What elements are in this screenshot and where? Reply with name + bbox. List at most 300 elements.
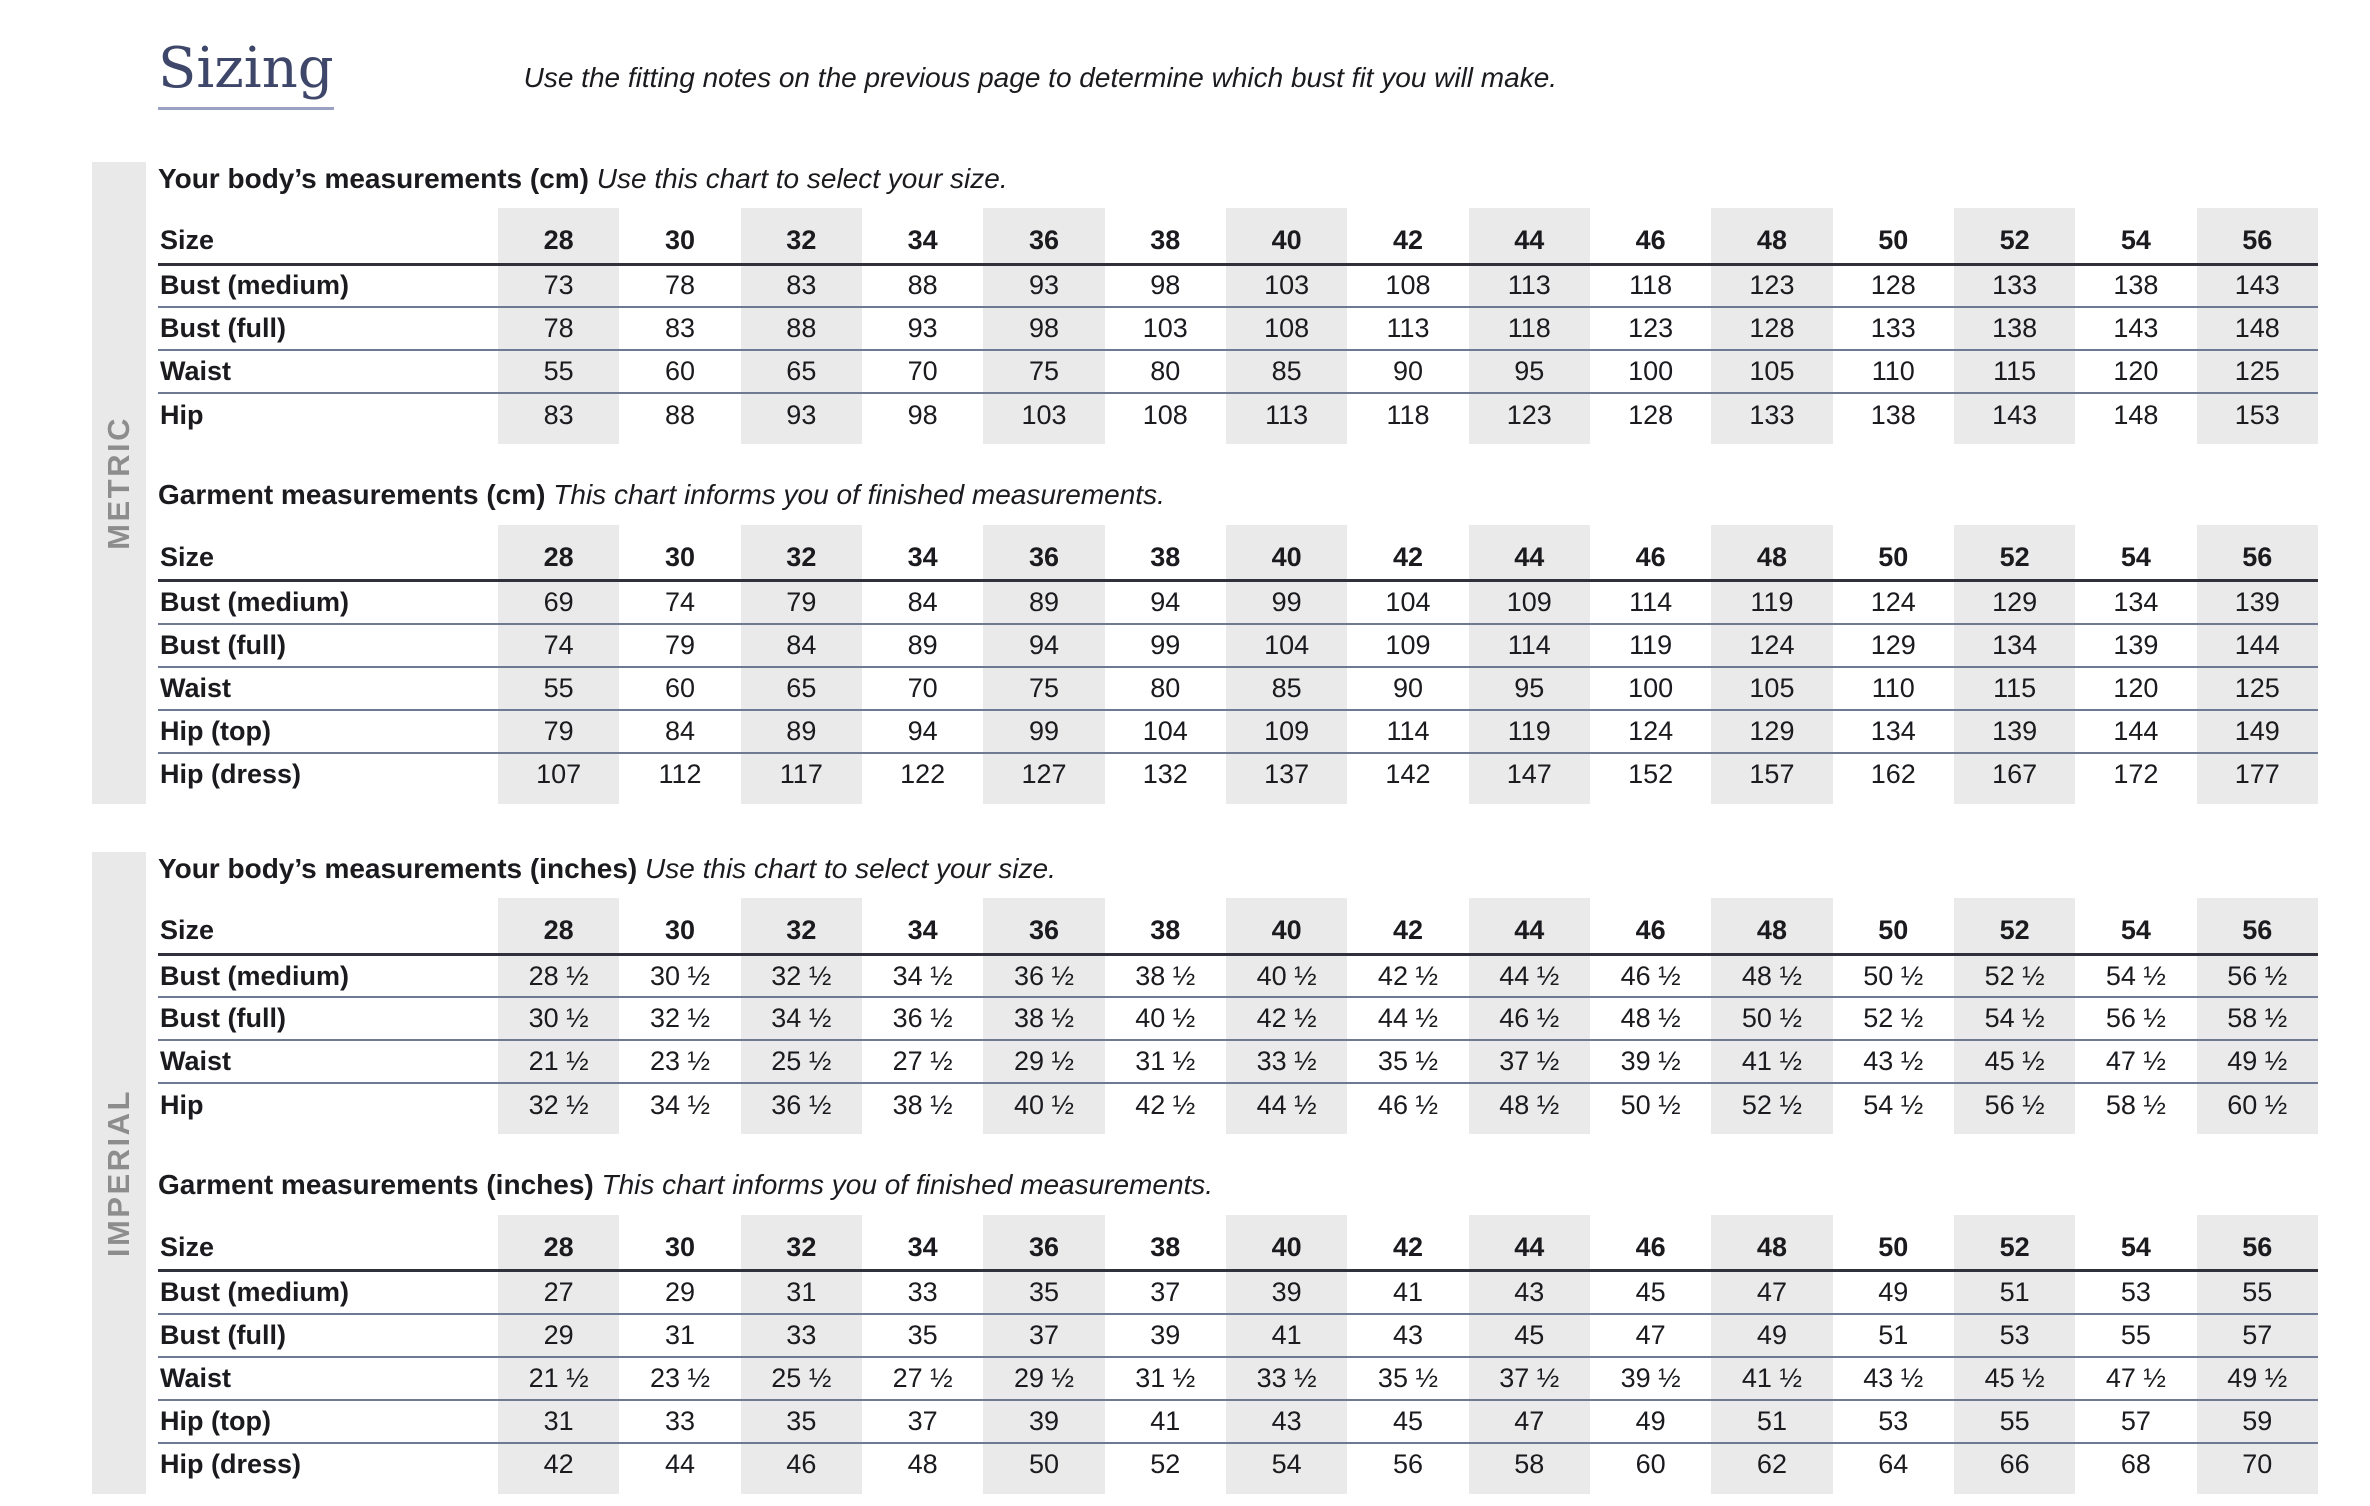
value-cell: 133 xyxy=(1992,270,2038,301)
value-cell: 33 ½ xyxy=(1226,1357,1347,1400)
size-header: 30 xyxy=(619,1215,740,1271)
value-cell: 23 ½ xyxy=(619,1040,740,1083)
value-cell: 50 ½ xyxy=(1711,997,1832,1040)
value-cell: 27 ½ xyxy=(862,1040,983,1083)
size-header: 38 xyxy=(1105,898,1226,954)
size-header: 52 xyxy=(1954,1215,2075,1271)
table-row xyxy=(158,1314,2318,1357)
value-cell: 118 xyxy=(1347,393,1468,444)
value-cell: 120 xyxy=(2075,667,2196,710)
value-cell: 27 xyxy=(543,1277,574,1308)
value-cell: 123 xyxy=(1590,307,1711,350)
value-cell: 74 xyxy=(498,624,619,667)
table-heading-note: Use this chart to select your size. xyxy=(596,162,1008,194)
size-header: 48 xyxy=(1711,898,1832,954)
value-cell: 134 xyxy=(1833,710,1954,753)
value-cell: 104 xyxy=(1226,624,1347,667)
value-cell: 52 ½ xyxy=(1833,997,1954,1040)
value-cell: 90 xyxy=(1347,667,1468,710)
value-cell: 35 xyxy=(741,1400,862,1443)
table-heading xyxy=(158,852,2318,886)
value-cell: 109 xyxy=(1226,710,1347,753)
row-label: Hip xyxy=(158,1083,498,1134)
value-cell: 89 xyxy=(1028,587,1059,618)
size-header: 34 xyxy=(862,208,983,264)
size-header: 30 xyxy=(619,525,740,581)
size-header: 54 xyxy=(2075,1215,2196,1271)
value-cell: 28 ½ xyxy=(528,960,589,991)
size-header: 40 xyxy=(1226,1215,1347,1271)
value-cell: 119 xyxy=(1469,710,1590,753)
value-cell: 83 xyxy=(786,270,817,301)
value-cell: 41 ½ xyxy=(1711,1040,1832,1083)
row-label: Bust (full) xyxy=(158,624,498,667)
value-cell: 45 xyxy=(1469,1314,1590,1357)
side-label: METRIC xyxy=(101,415,136,550)
size-header-row xyxy=(158,525,2318,581)
row-label: Bust (full) xyxy=(158,997,498,1040)
size-header: 38 xyxy=(1105,1215,1226,1271)
row-label: Bust (medium) xyxy=(160,587,349,618)
value-cell: 95 xyxy=(1469,667,1590,710)
value-cell: 34 ½ xyxy=(619,1083,740,1134)
value-cell: 143 xyxy=(1954,393,2075,444)
value-cell: 21 ½ xyxy=(498,1357,619,1400)
value-cell: 51 xyxy=(1833,1314,1954,1357)
value-cell: 99 xyxy=(1105,624,1226,667)
value-cell: 55 xyxy=(498,350,619,393)
value-cell: 83 xyxy=(498,393,619,444)
value-cell: 35 ½ xyxy=(1347,1357,1468,1400)
value-cell: 42 ½ xyxy=(1105,1083,1226,1134)
size-header: 28 xyxy=(498,1215,619,1271)
section-content xyxy=(146,162,2318,804)
value-cell: 47 ½ xyxy=(2075,1040,2196,1083)
value-cell: 109 xyxy=(1506,587,1552,618)
value-cell: 104 xyxy=(1105,710,1226,753)
value-cell: 33 xyxy=(619,1400,740,1443)
size-header: 42 xyxy=(1347,525,1468,581)
value-cell: 55 xyxy=(1954,1400,2075,1443)
row-label: Hip (dress) xyxy=(158,1443,498,1494)
size-header: 46 xyxy=(1590,898,1711,954)
value-cell: 43 ½ xyxy=(1833,1040,1954,1083)
value-cell: 100 xyxy=(1590,667,1711,710)
value-cell: 62 xyxy=(1711,1443,1832,1494)
table-heading-note: This chart informs you of finished measurements. xyxy=(553,479,1165,511)
size-header: 38 xyxy=(1105,525,1226,581)
row-label: Hip (top) xyxy=(158,1400,498,1443)
value-cell: 139 xyxy=(2075,624,2196,667)
value-cell: 39 xyxy=(1105,1314,1226,1357)
table-heading-text: Garment measurements (cm) xyxy=(158,479,546,511)
table-row xyxy=(158,1400,2318,1443)
size-header: 50 xyxy=(1833,898,1954,954)
row-label: Waist xyxy=(158,1357,498,1400)
value-cell: 31 xyxy=(498,1400,619,1443)
value-cell: 25 ½ xyxy=(741,1040,862,1083)
value-cell: 43 ½ xyxy=(1833,1357,1954,1400)
size-header: 44 xyxy=(1469,1215,1590,1271)
value-cell: 143 xyxy=(2075,307,2196,350)
value-cell: 59 xyxy=(2197,1400,2318,1443)
value-cell: 138 xyxy=(1954,307,2075,350)
size-header: 50 xyxy=(1833,525,1954,581)
value-cell: 30 ½ xyxy=(649,960,711,991)
size-header: 46 xyxy=(1590,525,1711,581)
row-label: Bust (medium) xyxy=(160,1277,349,1308)
size-header: 46 xyxy=(1590,1215,1711,1271)
value-cell: 107 xyxy=(498,753,619,804)
value-cell: 47 xyxy=(1590,1314,1711,1357)
table-heading-text: Garment measurements (inches) xyxy=(158,1169,594,1201)
value-cell: 69 xyxy=(543,587,574,618)
value-cell: 88 xyxy=(741,307,862,350)
value-cell: 148 xyxy=(2075,393,2196,444)
value-cell: 105 xyxy=(1711,350,1832,393)
value-cell: 129 xyxy=(1711,710,1832,753)
value-cell: 114 xyxy=(1469,624,1590,667)
table-heading xyxy=(158,478,2318,512)
value-cell: 38 ½ xyxy=(983,997,1104,1040)
value-cell: 46 ½ xyxy=(1347,1083,1468,1134)
value-cell: 49 xyxy=(1711,1314,1832,1357)
value-cell: 94 xyxy=(1150,587,1181,618)
value-cell: 42 xyxy=(498,1443,619,1494)
value-cell: 56 ½ xyxy=(2075,997,2196,1040)
value-cell: 123 xyxy=(1749,270,1795,301)
value-cell: 129 xyxy=(1992,587,2038,618)
value-cell: 98 xyxy=(1150,270,1181,301)
value-cell: 152 xyxy=(1590,753,1711,804)
size-header: 32 xyxy=(741,898,862,954)
size-header: 36 xyxy=(983,1215,1104,1271)
value-cell: 48 xyxy=(862,1443,983,1494)
value-cell: 109 xyxy=(1347,624,1468,667)
size-header: 46 xyxy=(1590,208,1711,264)
value-cell: 50 ½ xyxy=(1863,960,1924,991)
table-heading xyxy=(158,1168,2318,1202)
value-cell: 34 ½ xyxy=(892,960,953,991)
value-cell: 95 xyxy=(1469,350,1590,393)
value-cell: 90 xyxy=(1347,350,1468,393)
row-label: Bust (full) xyxy=(158,1314,498,1357)
value-cell: 46 ½ xyxy=(1469,997,1590,1040)
table-row xyxy=(158,307,2318,350)
value-cell: 139 xyxy=(1954,710,2075,753)
value-cell: 48 ½ xyxy=(1590,997,1711,1040)
size-column-header: Size xyxy=(158,208,498,264)
size-header: 48 xyxy=(1711,1215,1832,1271)
value-cell: 85 xyxy=(1226,667,1347,710)
value-cell: 38 ½ xyxy=(862,1083,983,1134)
value-cell: 115 xyxy=(1954,350,2075,393)
value-cell: 157 xyxy=(1711,753,1832,804)
size-header: 36 xyxy=(983,898,1104,954)
size-header: 40 xyxy=(1226,525,1347,581)
value-cell: 47 xyxy=(1756,1277,1787,1308)
value-cell: 53 xyxy=(1954,1314,2075,1357)
table-row xyxy=(158,393,2318,444)
table-heading-text: Your body’s measurements (inches) xyxy=(158,852,638,884)
size-header: 42 xyxy=(1347,208,1468,264)
value-cell: 98 xyxy=(983,307,1104,350)
value-cell: 94 xyxy=(862,710,983,753)
value-cell: 29 xyxy=(498,1314,619,1357)
value-cell: 79 xyxy=(498,710,619,753)
value-cell: 148 xyxy=(2197,307,2318,350)
page-title: Sizing xyxy=(158,38,334,110)
value-cell: 167 xyxy=(1954,753,2075,804)
value-cell: 66 xyxy=(1954,1443,2075,1494)
value-cell: 40 ½ xyxy=(1256,960,1317,991)
value-cell: 93 xyxy=(862,307,983,350)
value-cell: 48 ½ xyxy=(1469,1083,1590,1134)
value-cell: 23 ½ xyxy=(619,1357,740,1400)
value-cell: 129 xyxy=(1833,624,1954,667)
value-cell: 36 ½ xyxy=(862,997,983,1040)
value-cell: 138 xyxy=(2113,270,2159,301)
value-cell: 31 ½ xyxy=(1105,1040,1226,1083)
value-cell: 45 xyxy=(1347,1400,1468,1443)
size-header: 32 xyxy=(741,1215,862,1271)
table-wrap xyxy=(158,525,2318,804)
value-cell: 123 xyxy=(1469,393,1590,444)
value-cell: 37 xyxy=(983,1314,1104,1357)
value-cell: 134 xyxy=(1954,624,2075,667)
measurement-table xyxy=(158,525,2318,804)
value-cell: 115 xyxy=(1954,667,2075,710)
value-cell: 60 xyxy=(619,667,740,710)
size-header: 48 xyxy=(1711,208,1832,264)
value-cell: 56 ½ xyxy=(1954,1083,2075,1134)
size-header: 30 xyxy=(619,208,740,264)
value-cell: 104 xyxy=(1385,587,1431,618)
value-cell: 46 xyxy=(741,1443,862,1494)
value-cell: 43 xyxy=(1347,1314,1468,1357)
table-wrap xyxy=(158,1215,2318,1494)
table-row xyxy=(158,997,2318,1040)
value-cell: 103 xyxy=(1264,270,1310,301)
value-cell: 128 xyxy=(1870,270,1916,301)
value-cell: 117 xyxy=(741,753,862,804)
size-header: 54 xyxy=(2075,898,2196,954)
size-header: 56 xyxy=(2197,525,2318,581)
value-cell: 53 xyxy=(1833,1400,1954,1443)
value-cell: 41 ½ xyxy=(1711,1357,1832,1400)
value-cell: 80 xyxy=(1105,350,1226,393)
value-cell: 41 xyxy=(1392,1277,1423,1308)
size-header: 44 xyxy=(1469,898,1590,954)
value-cell: 70 xyxy=(862,350,983,393)
value-cell: 124 xyxy=(1711,624,1832,667)
value-cell: 35 xyxy=(862,1314,983,1357)
value-cell: 54 ½ xyxy=(2105,960,2166,991)
value-cell: 40 ½ xyxy=(1105,997,1226,1040)
table-row xyxy=(158,624,2318,667)
value-cell: 33 ½ xyxy=(1226,1040,1347,1083)
value-cell: 110 xyxy=(1833,667,1954,710)
row-label: Hip (top) xyxy=(158,710,498,753)
value-cell: 34 ½ xyxy=(741,997,862,1040)
value-cell: 74 xyxy=(664,587,696,618)
value-cell: 144 xyxy=(2197,624,2318,667)
value-cell: 27 ½ xyxy=(862,1357,983,1400)
value-cell: 33 xyxy=(907,1277,938,1308)
value-cell: 84 xyxy=(741,624,862,667)
size-header: 56 xyxy=(2197,898,2318,954)
value-cell: 29 ½ xyxy=(983,1357,1104,1400)
value-cell: 93 xyxy=(1028,270,1059,301)
value-cell: 172 xyxy=(2075,753,2196,804)
section-content xyxy=(146,852,2318,1494)
value-cell: 78 xyxy=(498,307,619,350)
value-cell: 105 xyxy=(1711,667,1832,710)
size-header: 28 xyxy=(498,525,619,581)
value-cell: 33 xyxy=(741,1314,862,1357)
value-cell: 35 xyxy=(1028,1277,1059,1308)
value-cell: 39 ½ xyxy=(1590,1040,1711,1083)
row-label: Hip xyxy=(158,393,498,444)
side-label: IMPERIAL xyxy=(101,1088,136,1257)
value-cell: 35 ½ xyxy=(1347,1040,1468,1083)
value-cell: 43 xyxy=(1514,1277,1545,1308)
table-row xyxy=(158,1083,2318,1134)
value-cell: 37 xyxy=(862,1400,983,1443)
value-cell: 52 xyxy=(1105,1443,1226,1494)
table-row xyxy=(158,1357,2318,1400)
table-row xyxy=(158,710,2318,753)
value-cell: 32 ½ xyxy=(619,997,740,1040)
value-cell: 113 xyxy=(1507,270,1551,301)
value-cell: 80 xyxy=(1105,667,1226,710)
measurement-table xyxy=(158,1215,2318,1494)
value-cell: 49 xyxy=(1590,1400,1711,1443)
value-cell: 29 xyxy=(664,1277,696,1308)
table-heading-note: Use this chart to select your size. xyxy=(645,852,1056,884)
table-row xyxy=(158,753,2318,804)
table-row xyxy=(158,1443,2318,1494)
value-cell: 55 xyxy=(2242,1277,2273,1308)
side-label-bar xyxy=(92,162,146,804)
value-cell: 42 ½ xyxy=(1226,997,1347,1040)
size-column-header: Size xyxy=(158,898,498,954)
table-row xyxy=(158,1271,2318,1314)
value-cell: 57 xyxy=(2075,1400,2196,1443)
value-cell: 142 xyxy=(1347,753,1468,804)
value-cell: 48 ½ xyxy=(1741,960,1802,991)
value-cell: 64 xyxy=(1833,1443,1954,1494)
value-cell: 134 xyxy=(2113,587,2159,618)
value-cell: 85 xyxy=(1226,350,1347,393)
size-header: 52 xyxy=(1954,898,2075,954)
value-cell: 108 xyxy=(1226,307,1347,350)
size-header: 32 xyxy=(741,525,862,581)
value-cell: 128 xyxy=(1711,307,1832,350)
value-cell: 52 ½ xyxy=(1711,1083,1832,1134)
size-header-row xyxy=(158,1215,2318,1271)
value-cell: 55 xyxy=(498,667,619,710)
value-cell: 39 xyxy=(1271,1277,1302,1308)
value-cell: 120 xyxy=(2075,350,2196,393)
row-label: Bust (medium) xyxy=(160,270,349,301)
value-cell: 29 ½ xyxy=(983,1040,1104,1083)
value-cell: 75 xyxy=(983,667,1104,710)
value-cell: 114 xyxy=(1347,710,1468,753)
value-cell: 58 xyxy=(1469,1443,1590,1494)
size-header: 56 xyxy=(2197,1215,2318,1271)
value-cell: 88 xyxy=(619,393,740,444)
size-header: 36 xyxy=(983,525,1104,581)
size-header: 38 xyxy=(1105,208,1226,264)
size-header: 42 xyxy=(1347,1215,1468,1271)
value-cell: 177 xyxy=(2197,753,2318,804)
value-cell: 113 xyxy=(1226,393,1347,444)
value-cell: 83 xyxy=(619,307,740,350)
value-cell: 128 xyxy=(1590,393,1711,444)
value-cell: 39 ½ xyxy=(1590,1357,1711,1400)
size-header: 28 xyxy=(498,208,619,264)
table-row xyxy=(158,264,2318,307)
value-cell: 21 ½ xyxy=(498,1040,619,1083)
value-cell: 51 xyxy=(1999,1277,2030,1308)
value-cell: 30 ½ xyxy=(498,997,619,1040)
value-cell: 114 xyxy=(1629,587,1673,618)
size-header: 28 xyxy=(498,898,619,954)
table-row xyxy=(158,350,2318,393)
size-header: 34 xyxy=(862,525,983,581)
section-metric xyxy=(92,162,2318,804)
value-cell: 57 xyxy=(2197,1314,2318,1357)
value-cell: 149 xyxy=(2197,710,2318,753)
value-cell: 99 xyxy=(1271,587,1302,618)
value-cell: 100 xyxy=(1590,350,1711,393)
value-cell: 133 xyxy=(1833,307,1954,350)
value-cell: 25 ½ xyxy=(741,1357,862,1400)
value-cell: 45 ½ xyxy=(1954,1357,2075,1400)
value-cell: 84 xyxy=(619,710,740,753)
size-header: 36 xyxy=(983,208,1104,264)
value-cell: 44 ½ xyxy=(1347,997,1468,1040)
value-cell: 47 xyxy=(1469,1400,1590,1443)
size-header: 40 xyxy=(1226,898,1347,954)
value-cell: 42 ½ xyxy=(1377,960,1438,991)
row-label: Bust (full) xyxy=(158,307,498,350)
value-cell: 133 xyxy=(1711,393,1832,444)
value-cell: 125 xyxy=(2197,667,2318,710)
value-cell: 118 xyxy=(1469,307,1590,350)
value-cell: 119 xyxy=(1590,624,1711,667)
row-label: Hip (dress) xyxy=(158,753,498,804)
size-header: 44 xyxy=(1469,525,1590,581)
value-cell: 39 xyxy=(983,1400,1104,1443)
size-header: 30 xyxy=(619,898,740,954)
table-heading-text: Your body’s measurements (cm) xyxy=(158,162,590,194)
value-cell: 132 xyxy=(1105,753,1226,804)
value-cell: 108 xyxy=(1105,393,1226,444)
value-cell: 70 xyxy=(862,667,983,710)
page-subtitle: Use the fitting notes on the previous page to determine which bust fit you will make. xyxy=(523,62,1558,93)
value-cell: 51 xyxy=(1711,1400,1832,1443)
value-cell: 127 xyxy=(983,753,1104,804)
table-row xyxy=(158,1040,2318,1083)
value-cell: 45 ½ xyxy=(1954,1040,2075,1083)
value-cell: 124 xyxy=(1870,587,1916,618)
size-header: 56 xyxy=(2197,208,2318,264)
size-header: 50 xyxy=(1833,208,1954,264)
value-cell: 56 ½ xyxy=(2227,960,2288,991)
value-cell: 41 xyxy=(1226,1314,1347,1357)
